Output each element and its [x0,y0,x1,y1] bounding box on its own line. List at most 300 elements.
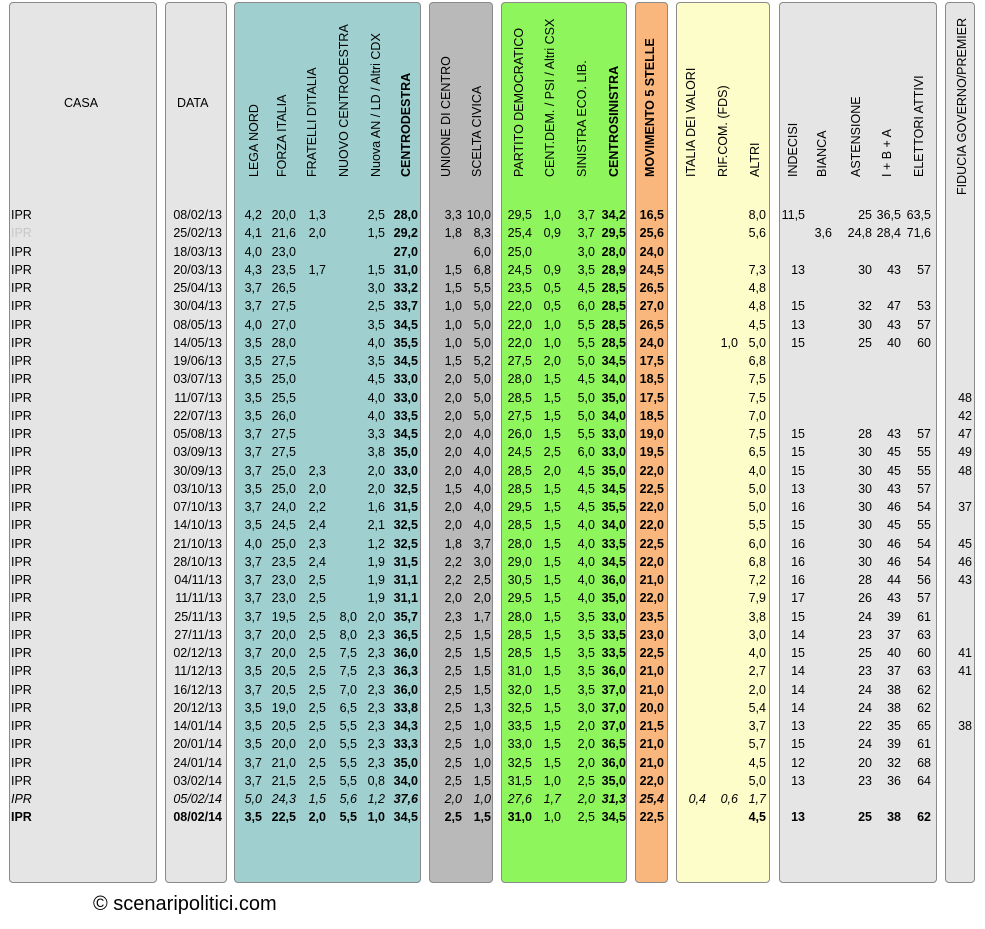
table-cell: 3,0 [473,554,491,569]
table-cell: 2,5 [308,755,326,770]
cell-date: 27/11/13 [174,627,222,642]
table-cell: 1,5 [543,646,561,660]
table-cell: 22,0 [507,299,532,314]
table-cell: 35,0 [393,755,418,770]
table-cell: 25,5 [271,390,296,405]
table-cell: 5,0 [577,354,595,368]
table-cell: 33,0 [601,609,626,624]
table-cell: 32,5 [507,700,532,715]
table-cell: 1,7 [748,792,766,806]
table-cell: 28,5 [601,317,626,332]
table-cell: 22,0 [639,500,664,514]
table-cell: 2,5 [577,773,595,788]
table-cell: 22,5 [639,481,664,496]
table-cell: 37,0 [601,700,626,715]
table-cell: 29,5 [601,226,626,241]
cell-date: 28/10/13 [173,554,222,569]
table-cell: 57 [917,317,931,332]
table-cell: 1,5 [543,390,561,405]
table-cell: 2,0 [444,445,462,460]
column-header-11: CENTROSINISTRA [607,65,621,177]
table-cell: 1,5 [543,481,561,496]
table-cell: 39 [887,737,901,752]
cell-casa: IPR [11,573,32,587]
cell-casa: IPR [11,372,32,387]
table-cell: 1,0 [543,335,561,350]
table-cell: 2,0 [444,390,462,405]
column-header-0: LEGA NORD [247,104,261,177]
table-cell: 1,8 [444,226,462,241]
table-cell: 19,5 [271,609,296,624]
column-header-1: FORZA ITALIA [275,94,289,177]
table-cell: 21,0 [639,755,664,770]
table-cell: 38 [887,682,901,697]
table-cell: 20,0 [271,208,296,222]
table-cell: 4,0 [577,591,595,606]
table-cell: 2,5 [444,719,462,733]
table-cell: 27,6 [507,792,532,806]
table-cell: 3,5 [244,335,262,350]
table-cell: 33,0 [601,427,626,441]
table-cell: 3,7 [244,646,262,660]
cell-casa: IPR [11,408,32,423]
cell-date: 08/02/13 [173,208,222,222]
table-cell: 27,5 [271,427,296,441]
table-cell: 5,5 [339,810,357,825]
table-cell: 11,5 [781,208,805,222]
table-cell: 35,5 [601,500,626,514]
table-cell: 1,0 [473,792,491,806]
table-cell: 21,0 [639,682,664,697]
table-cell: 3,5 [577,664,595,679]
table-cell: 24,0 [639,335,664,350]
table-cell: 29,5 [507,208,532,222]
table-cell: 31,1 [393,573,418,587]
table-cell: 7,9 [748,591,766,606]
table-cell: 35,0 [393,445,418,460]
table-cell: 41 [958,646,972,660]
table-cell: 33,0 [507,737,532,752]
copyright-footer: © scenaripolitici.com [93,893,277,915]
table-cell: 1,5 [543,554,561,569]
cell-date: 04/11/13 [174,573,222,587]
table-cell: 7,3 [748,262,766,277]
table-cell: 1,9 [367,591,385,606]
table-cell: 17,5 [639,390,664,405]
table-cell: 34,5 [393,354,418,368]
table-cell: 33,7 [393,299,418,314]
table-cell: 15 [791,518,805,533]
table-cell: 0,4 [688,792,706,806]
table-cell: 24,0 [639,244,664,259]
table-cell: 17 [791,591,805,606]
table-cell: 25 [858,335,872,350]
table-cell: 35 [887,719,901,733]
table-cell: 4,0 [367,390,385,405]
table-cell: 4,0 [577,518,595,533]
table-cell: 4,5 [577,281,595,295]
table-cell: 5,0 [473,317,491,332]
table-cell: 5,2 [473,354,491,368]
table-cell: 1,0 [543,810,561,825]
table-cell: 7,5 [339,646,357,660]
table-cell: 57 [917,591,931,606]
table-cell: 29,0 [507,554,532,569]
column-header-21: FIDUCIA GOVERNO/PREMIER [955,17,969,195]
table-cell: 27,0 [639,299,664,314]
table-cell: 4,5 [367,372,385,387]
cell-casa: IPR [11,208,32,222]
cell-date: 30/04/13 [173,299,222,314]
table-cell: 5,6 [339,792,357,806]
table-cell: 24 [858,700,872,715]
table-cell: 55 [917,518,931,533]
table-cell: 5,0 [748,773,766,788]
table-cell: 4,3 [244,262,262,277]
table-cell: 1,9 [367,573,385,587]
table-cell: 16,5 [639,208,664,222]
table-cell: 40 [887,646,901,660]
table-cell: 2,2 [444,573,462,587]
table-cell: 2,5 [444,682,462,697]
table-cell: 63,5 [906,208,931,222]
table-cell: 33,5 [507,719,532,733]
cell-casa: IPR [11,481,32,496]
table-cell: 2,0 [308,226,326,241]
cell-date: 14/10/13 [173,518,222,533]
table-cell: 3,5 [244,810,262,825]
table-cell: 1,5 [543,609,561,624]
table-cell: 5,0 [577,390,595,405]
table-cell: 23,5 [271,262,296,277]
table-cell: 1,5 [543,737,561,752]
table-cell: 33,5 [601,646,626,660]
table-cell: 2,1 [367,518,385,533]
table-cell: 22,0 [639,591,664,606]
table-cell: 2,0 [444,518,462,533]
table-cell: 2,0 [748,682,766,697]
table-cell: 28,5 [507,481,532,496]
table-cell: 1,5 [543,500,561,514]
table-cell: 28,4 [876,226,901,241]
table-cell: 33,5 [393,408,418,423]
table-cell: 2,3 [367,755,385,770]
table-cell: 21,0 [271,755,296,770]
table-cell: 1,5 [473,664,491,679]
column-header-9: CENT.DEM. / PSI / Altri CSX [543,18,557,177]
cell-date: 03/02/14 [173,773,222,788]
table-cell: 19,5 [639,445,664,460]
table-cell: 1,5 [444,354,462,368]
table-cell: 32,5 [393,518,418,533]
table-cell: 2,3 [367,627,385,642]
table-cell: 3,7 [244,573,262,587]
table-cell: 3,7 [244,281,262,295]
cell-date: 02/12/13 [173,646,222,660]
table-cell: 32,0 [507,682,532,697]
table-cell: 47 [958,427,972,441]
cell-casa: IPR [11,463,32,478]
table-cell: 21,0 [639,737,664,752]
table-cell: 36,0 [393,646,418,660]
table-cell: 5,0 [748,335,766,350]
table-cell: 2,3 [367,700,385,715]
table-cell: 2,7 [748,664,766,679]
header-casa: CASA [64,96,99,110]
cell-casa: IPR [11,427,32,441]
table-cell: 5,5 [748,518,766,533]
table-cell: 4,5 [748,317,766,332]
table-cell: 1,3 [473,700,491,715]
cell-casa: IPR [11,755,32,770]
table-cell: 27,0 [271,317,296,332]
table-cell: 1,0 [473,737,491,752]
table-cell: 13 [791,810,805,825]
column-header-15: ALTRI [748,142,762,177]
table-cell: 28,5 [601,281,626,295]
table-cell: 62 [917,810,931,825]
table-cell: 30 [858,262,872,277]
column-header-2: FRATELLI D'ITALIA [305,67,319,177]
table-cell: 28,5 [507,518,532,533]
cell-casa: IPR [11,682,32,697]
cell-casa: IPR [11,354,32,368]
table-cell: 32,5 [507,755,532,770]
table-cell: 16 [791,573,805,587]
table-cell: 20,5 [271,719,296,733]
table-cell: 55 [917,463,931,478]
table-cell: 28,0 [507,372,532,387]
table-cell: 22,5 [639,536,664,551]
table-cell: 43 [887,591,901,606]
table-cell: 1,6 [367,500,385,514]
table-cell: 4,0 [244,244,262,259]
table-cell: 3,6 [814,226,832,241]
table-cell: 28,9 [601,262,626,277]
table-cell: 2,5 [308,627,326,642]
table-cell: 30 [858,317,872,332]
table-cell: 22,0 [507,317,532,332]
table-cell: 5,5 [339,773,357,788]
table-cell: 34,0 [393,773,418,788]
table-cell: 2,5 [308,609,326,624]
table-cell: 2,0 [367,463,385,478]
table-cell: 28 [858,427,872,441]
table-cell: 2,5 [444,627,462,642]
column-header-8: PARTITO DEMOCRATICO [512,27,526,177]
table-cell: 23,0 [271,573,296,587]
table-cell: 4,8 [748,281,766,295]
table-cell: 2,0 [444,408,462,423]
table-cell: 2,0 [444,591,462,606]
table-cell: 24,3 [271,792,296,806]
table-cell: 3,0 [577,700,595,715]
table-cell: 1,0 [720,335,738,350]
cell-casa: IPR [11,792,32,806]
table-cell: 45 [887,518,901,533]
table-cell: 33,0 [601,445,626,460]
table-cell: 4,0 [244,536,262,551]
table-cell: 1,7 [473,609,491,624]
table-cell: 22,5 [271,810,296,825]
cell-casa: IPR [11,536,32,551]
table-cell: 5,0 [473,408,491,423]
table-cell: 1,5 [543,719,561,733]
table-cell: 3,5 [367,354,385,368]
cell-date: 19/06/13 [173,354,222,368]
table-cell: 31,0 [507,810,532,825]
cell-date: 03/10/13 [173,481,222,496]
table-cell: 26,5 [639,281,664,295]
table-cell: 25,0 [271,536,296,551]
table-cell: 20,0 [271,627,296,642]
table-cell: 30 [858,481,872,496]
table-cell: 4,0 [367,335,385,350]
table-cell: 20,5 [271,682,296,697]
table-cell: 2,5 [444,755,462,770]
table-cell: 15 [791,737,805,752]
table-cell: 38 [887,810,901,825]
table-cell: 36,5 [393,627,418,642]
table-cell: 15 [791,335,805,350]
table-cell: 2,5 [367,208,385,222]
table-cell: 2,3 [308,463,326,478]
table-cell: 3,0 [367,281,385,295]
table-cell: 54 [917,554,931,569]
table-cell: 1,5 [444,262,462,277]
table-cell: 13 [791,719,805,733]
table-cell: 57 [917,481,931,496]
table-cell: 42 [958,408,972,423]
table-cell: 3,5 [244,481,262,496]
cell-date: 25/11/13 [174,609,222,624]
table-cell: 23,5 [271,554,296,569]
table-cell: 34,3 [393,719,418,733]
table-cell: 31,0 [507,664,532,679]
table-cell: 15 [791,609,805,624]
table-cell: 1,8 [444,536,462,551]
table-cell: 21,5 [639,719,664,733]
table-cell: 8,0 [748,208,766,222]
table-cell: 2,3 [367,664,385,679]
table-cell: 36 [887,773,901,788]
table-cell: 34,0 [601,408,626,423]
table-cell: 33,3 [393,737,418,752]
table-cell: 24,5 [639,262,664,277]
table-cell: 26 [858,591,872,606]
cell-casa: IPR [11,646,32,660]
table-cell: 5,0 [244,792,262,806]
table-cell: 2,0 [308,737,326,752]
cell-date: 22/07/13 [173,408,222,423]
table-cell: 33,2 [393,281,418,295]
column-header-19: I + B + A [880,129,894,177]
table-cell: 37 [887,664,901,679]
table-cell: 4,0 [473,481,491,496]
table-cell: 61 [917,737,931,752]
cell-casa: IPR [11,244,32,259]
table-cell: 28,0 [271,335,296,350]
table-cell: 31,5 [393,500,418,514]
table-cell: 25 [858,208,872,222]
cell-date: 03/07/13 [173,372,222,387]
table-cell: 5,5 [339,737,357,752]
table-cell: 1,5 [473,682,491,697]
column-header-4: Nuova AN / LD / Altri CDX [369,33,383,177]
table-cell: 25,0 [507,244,532,259]
table-cell: 6,8 [748,354,766,368]
table-cell: 13 [791,773,805,788]
cell-date: 21/10/13 [173,536,222,551]
table-cell: 1,2 [367,792,385,806]
table-cell: 2,5 [308,573,326,587]
table-cell: 2,5 [444,773,462,788]
table-cell: 37,6 [393,792,418,806]
table-cell: 2,5 [444,700,462,715]
table-cell: 3,7 [244,500,262,514]
table-cell: 5,0 [473,390,491,405]
table-cell: 3,5 [367,317,385,332]
table-cell: 2,5 [308,591,326,606]
table-cell: 2,5 [308,773,326,788]
table-cell: 43 [958,573,972,587]
table-cell: 25,0 [271,372,296,387]
table-cell: 33,5 [601,536,626,551]
table-cell: 28,5 [507,627,532,642]
table-cell: 5,7 [748,737,766,752]
table-cell: 33,0 [393,372,418,387]
table-cell: 28,5 [507,390,532,405]
table-cell: 1,5 [543,427,561,441]
table-cell: 34,0 [601,372,626,387]
table-cell: 4,5 [577,500,595,514]
table-cell: 60 [917,646,931,660]
table-cell: 3,5 [244,737,262,752]
table-cell: 5,0 [473,372,491,387]
table-cell: 36,5 [876,208,901,222]
table-cell: 2,0 [543,463,561,478]
table-cell: 54 [917,500,931,514]
table-cell: 32 [858,299,872,314]
table-cell: 33,8 [393,700,418,715]
table-cell: 2,0 [444,500,462,514]
table-cell: 1,5 [543,372,561,387]
table-cell: 5,5 [473,281,491,295]
table-cell: 4,0 [473,463,491,478]
table-cell: 21,6 [271,226,296,241]
table-cell: 2,0 [473,591,491,606]
table-cell: 5,5 [577,427,595,441]
table-cell: 14 [791,627,805,642]
table-cell: 34,5 [601,481,626,496]
table-cell: 3,5 [244,518,262,533]
table-cell: 3,5 [244,354,262,368]
table-cell: 3,7 [244,755,262,770]
table-cell: 6,0 [473,244,491,259]
table-cell: 40 [887,335,901,350]
table-cell: 3,0 [748,627,766,642]
table-cell: 34,5 [393,427,418,441]
table-cell: 27,5 [271,299,296,314]
table-cell: 2,5 [577,810,595,825]
table-cell: 5,0 [748,500,766,514]
table-cell: 2,0 [577,755,595,770]
table-cell: 61 [917,609,931,624]
table-cell: 30,5 [507,573,532,587]
cell-date: 20/01/14 [173,737,222,752]
table-cell: 5,0 [577,408,595,423]
table-cell: 34,5 [393,317,418,332]
